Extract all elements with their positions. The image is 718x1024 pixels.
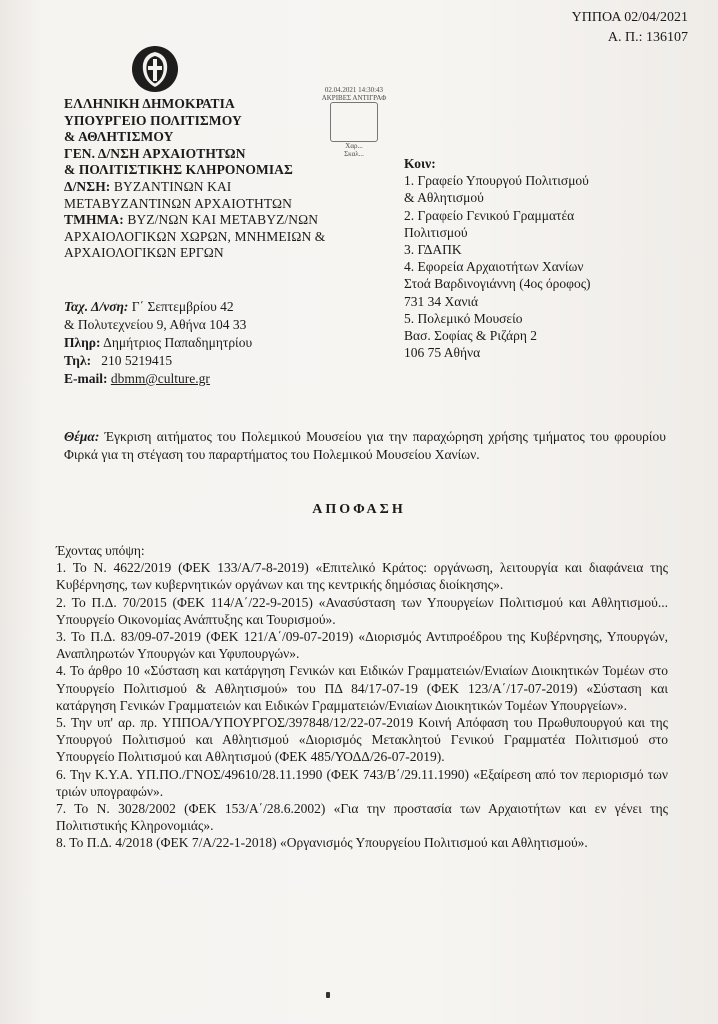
unit-value-1: ΒΥΖ/ΝΩΝ ΚΑΙ ΜΕΤΑΒΥΖ/ΝΩΝ xyxy=(123,212,319,228)
cc-line: 5. Πολεμικό Μουσείο xyxy=(404,310,523,326)
legal-basis-item: 1. Το Ν. 4622/2019 (ΦΕΚ 133/Α/7-8-2019) «Επιτελικό Κράτος: οργάνωση, λειτουργία και διαφάνεια της Κυβέρνησης, των κυβερνητικών οργάνων και της κεντρικής δημόσιας διοίκησης». xyxy=(56,560,668,593)
cc-line: 4. Εφορεία Αρχαιοτήτων Χανίων xyxy=(404,259,584,275)
stamp-line-2: Χαρ... xyxy=(345,142,363,150)
address-value-1: Γ΄ Σεπτεμβρίου 42 xyxy=(128,299,234,314)
phone-row xyxy=(64,352,252,370)
cc-line: Πολιτισμού xyxy=(404,224,468,240)
protocol-date: ΥΠΠΟΑ 02/04/2021 xyxy=(571,10,688,25)
stamp-line-3: Σκαλ... xyxy=(344,150,364,158)
certified-copy-stamp xyxy=(306,86,402,158)
page-mark xyxy=(326,992,330,998)
address-label: Ταχ. Δ/νση: xyxy=(64,299,129,314)
header-line-2: & ΑΘΛΗΤΙΣΜΟΥ xyxy=(64,129,174,145)
stamp-datetime: 02.04.2021 14:30:43 xyxy=(324,86,384,94)
address-row xyxy=(64,298,252,316)
cc-line: & Αθλητισμού xyxy=(404,190,484,206)
unit-value-3: ΑΡΧΑΙΟΛΟΓΙΚΩΝ ΕΡΓΩΝ xyxy=(64,245,224,261)
stamp-line-1: ΑΚΡΙΒΕΣ ΑΝΤΙΓΡΑΦ xyxy=(321,94,387,102)
email-link[interactable]: dbmm@culture.gr xyxy=(110,371,210,386)
cc-line: 2. Γραφείο Γενικού Γραμματέα xyxy=(404,207,575,223)
directorate-value-2: ΜΕΤΑΒΥΖΑΝΤΙΝΩΝ ΑΡΧΑΙΟΤΗΤΩΝ xyxy=(64,195,292,211)
phone-value: 210 5219415 xyxy=(91,353,173,368)
legal-basis-item: 4. Το άρθρο 10 «Σύσταση και κατάργηση Γενικών και Ειδικών Γραμματειών/Ενιαίων Διοικητικών Τομέων στο Υπουργείο Πολιτισμού & Αθλητισμού» του ΠΔ 84/17-07-19 (ΦΕΚ 123/Α΄/17-07-2019) «Σύσταση και κατάργηση Γενικών Γραμματειών και Ειδικών Γραμματειών/Ενιαίων Διοικητικών Τομέων Υπουργείων». xyxy=(56,663,668,713)
legal-basis-item: 7. Το Ν. 3028/2002 (ΦΕΚ 153/Α΄/28.6.2002) «Για την προστασία των Αρχαιοτήτων και εν γένει της Πολιτιστικής Κληρονομιάς». xyxy=(56,801,668,834)
header-directorate xyxy=(64,179,325,196)
cc-title: Κοιν: xyxy=(404,156,436,171)
email-label: E-mail: xyxy=(64,371,108,386)
legal-basis-item: 2. Το Π.Δ. 70/2015 (ΦΕΚ 114/Α΄/22-9-2015) «Ανασύσταση των Υπουργείων Πολιτισμού και Αθλητισμού... Υπουργείο Οικονομίας Ανάπτυξης και Τουρισμού». xyxy=(56,594,668,627)
greek-emblem-icon xyxy=(130,44,180,94)
header-unit xyxy=(64,212,325,229)
directorate-value-1: ΒΥΖΑΝΤΙΝΩΝ ΚΑΙ xyxy=(110,178,232,194)
address-value-2: & Πολυτεχνείου 9, Αθήνα 104 33 xyxy=(64,317,247,332)
cc-line: Στοά Βαρδινογιάννη (4ος όροφος) xyxy=(404,276,591,292)
info-value: Δημήτριος Παπαδημητρίου xyxy=(100,335,253,350)
header-line-4: & ΠΟΛΙΤΙΣΤΙΚΗΣ ΚΛΗΡΟΝΟΜΙΑΣ xyxy=(64,162,293,178)
legal-basis-item: 8. Το Π.Δ. 4/2018 (ΦΕΚ 7/Α/22-1-2018) «Οργανισμός Υπουργείου Πολιτισμού και Αθλητισμού». xyxy=(56,835,588,851)
stamp-seal-icon xyxy=(330,102,378,142)
unit-value-2: ΑΡΧΑΙΟΛΟΓΙΚΩΝ ΧΩΡΩΝ, ΜΝΗΜΕΙΩΝ & xyxy=(64,228,326,244)
unit-label: ΤΜΗΜΑ: xyxy=(64,212,124,228)
directorate-label: Δ/ΝΣΗ: xyxy=(64,178,111,194)
phone-label: Τηλ: xyxy=(64,353,92,368)
issuer-header xyxy=(64,96,325,262)
cc-line: 731 34 Χανιά xyxy=(404,293,479,309)
header-line-1: ΥΠΟΥΡΓΕΙΟ ΠΟΛΙΤΙΣΜΟΥ xyxy=(64,112,242,128)
legal-basis-item: 6. Την Κ.Υ.Α. ΥΠ.ΠΟ./ΓΝΟΣ/49610/28.11.1990 (ΦΕΚ 743/Β΄/29.11.1990) «Εξαίρεση από τον περιορισμό των τριών υπογραφών». xyxy=(56,766,668,799)
cc-line: 106 75 Αθήνα xyxy=(404,345,481,361)
info-label: Πληρ: xyxy=(64,335,101,350)
cc-line: 1. Γραφείο Υπουργού Πολιτισμού xyxy=(404,173,589,189)
recipients-cc xyxy=(404,155,591,361)
header-line-0: ΕΛΛΗΝΙΚΗ ΔΗΜΟΚΡΑΤΙΑ xyxy=(64,96,235,111)
subject-text: Έγκριση αιτήματος του Πολεμικού Μουσείου για την παραχώρηση χρήσης τμήματος του φρουρίου Φιρκά για τη στέγαση του παραρτήματος του Πολεμικού Μουσείου Χανίων. xyxy=(64,429,666,462)
considering-heading: Έχοντας υπόψη: xyxy=(56,543,145,558)
protocol-number xyxy=(572,8,688,48)
email-row xyxy=(64,370,252,388)
decision-title: ΑΠΟΦΑΣΗ xyxy=(312,502,406,517)
legal-basis-item: 3. Το Π.Δ. 83/09-07-2019 (ΦΕΚ 121/Α΄/09-07-2019) «Διορισμός Αντιπροέδρου της Κυβέρνησης, Υπουργών, Αναπληρωτών Υπουργών και Υφυπουργών». xyxy=(56,629,668,662)
protocol-id: Α. Π.: 136107 xyxy=(607,30,688,45)
cc-line: Βασ. Σοφίας & Ριζάρη 2 xyxy=(404,328,538,344)
decision-body xyxy=(56,542,668,852)
legal-basis-item: 5. Την υπ' αρ. πρ. ΥΠΠΟΑ/ΥΠΟΥΡΓΟΣ/397848/12/22-07-2019 Κοινή Απόφαση του Πρωθυπουργού και της Υπουργού Πολιτισμού και Αθλητισμού «Διορισμός Μετακλητού Γενικού Γραμματέα Πολιτισμού στο Υπουργείο Πολιτισμού και Αθλητισμού (ΦΕΚ 485/ΥΟΔΔ/26-07-2019). xyxy=(56,715,668,765)
subject-block xyxy=(64,428,666,463)
header-line-3: ΓΕΝ. Δ/ΝΣΗ ΑΡΧΑΙΟΤΗΤΩΝ xyxy=(64,145,246,161)
info-row xyxy=(64,334,252,352)
contact-block xyxy=(64,298,252,388)
cc-line: 3. ΓΔΑΠΚ xyxy=(404,242,462,258)
subject-label: Θέμα: xyxy=(64,429,100,444)
